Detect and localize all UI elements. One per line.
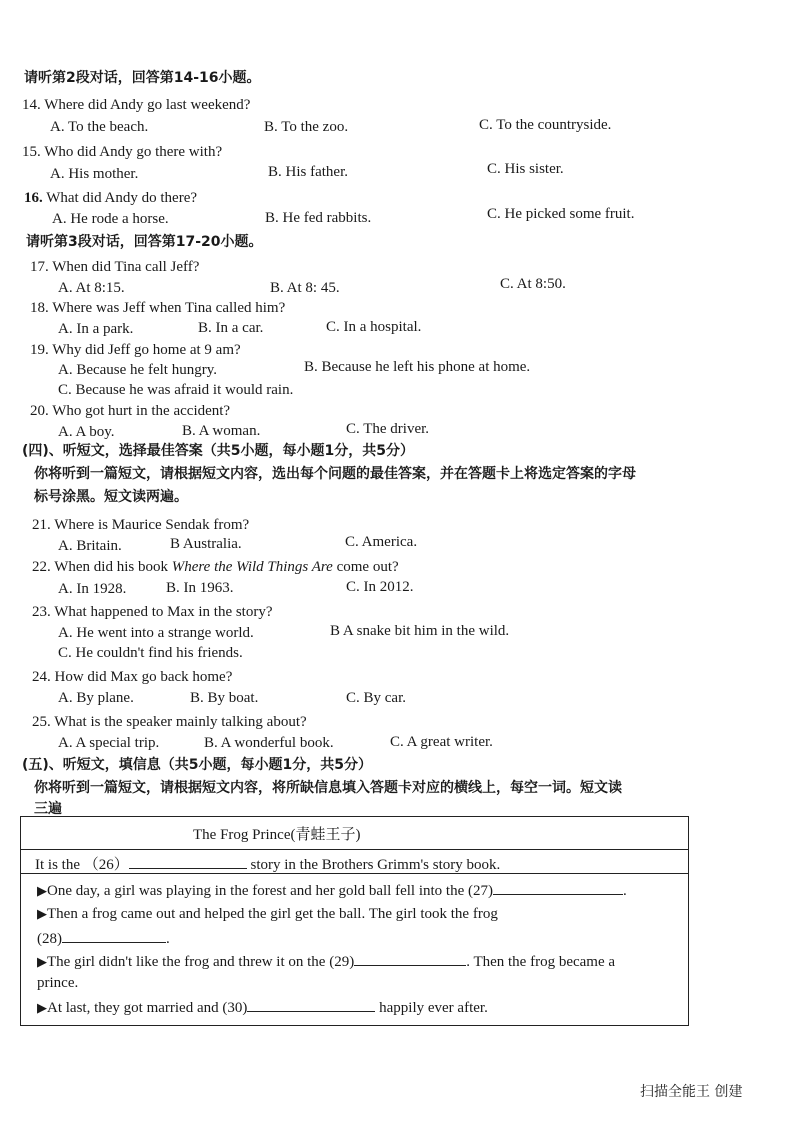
table-item-28	[37, 905, 498, 923]
option-21c: C. America.	[345, 534, 418, 550]
question-text-post: come out?	[332, 559, 399, 575]
question-number: 15.	[22, 144, 41, 160]
table-item-28-cont	[37, 928, 170, 948]
question-text-pre: When did his book	[54, 559, 172, 575]
bullet-icon: ▶	[37, 906, 47, 921]
option-24a: A. By plane.	[58, 690, 134, 706]
table-title: The Frog Prince(青蛙王子)	[193, 827, 361, 843]
bullet-icon: ▶	[37, 954, 47, 969]
option-18b: B. In a car.	[198, 320, 264, 336]
option-20b: B. A woman.	[182, 423, 261, 439]
table-row-26	[35, 854, 500, 874]
option-25b: B. A wonderful book.	[204, 735, 334, 751]
option-14c: C. To the countryside.	[479, 117, 612, 133]
option-23c: C. He couldn't find his friends.	[58, 645, 243, 661]
option-19a: A. Because he felt hungry.	[58, 362, 217, 378]
fill-in-table	[20, 816, 689, 1026]
question-25	[32, 713, 307, 731]
table-item-29-cont	[37, 974, 78, 992]
option-22c: C. In 2012.	[346, 579, 414, 595]
blank-28[interactable]	[62, 928, 166, 943]
question-number: 19.	[30, 342, 49, 358]
question-15	[22, 143, 222, 161]
blank-27[interactable]	[493, 880, 623, 895]
blank-29[interactable]	[354, 951, 466, 966]
section-heading-part3: 请听第3段对话，回答第17-20小题。	[26, 234, 263, 250]
option-21b: B Australia.	[170, 536, 242, 552]
blank-30[interactable]	[247, 997, 375, 1012]
blank-26[interactable]	[129, 854, 247, 869]
question-number: 21.	[32, 517, 51, 533]
question-19	[30, 341, 241, 359]
question-22	[32, 558, 399, 576]
option-25c: C. A great writer.	[390, 734, 493, 750]
option-20c: C. The driver.	[346, 421, 430, 437]
question-18	[30, 299, 285, 317]
question-number: 14.	[22, 97, 41, 113]
question-number: 24.	[32, 669, 51, 685]
option-24c: C. By car.	[346, 690, 406, 706]
question-number: 17.	[30, 259, 49, 275]
instruction-part5-line1: 你将听到一篇短文，请根据短文内容，将所缺信息填入答题卡对应的横线上，每空一词。短文读	[34, 780, 622, 796]
option-16a: A. He rode a horse.	[52, 211, 169, 227]
instruction-part4-line1: 你将听到一篇短文，请根据短文内容，选出每个问题的最佳答案，并在答题卡上将选定答案的字母	[34, 466, 636, 482]
item-text: prince.	[37, 975, 79, 991]
item-text-cont: . Then the frog became a	[466, 954, 616, 970]
item-text: Then a frog came out and helped the girl get the ball. The girl took the frog	[47, 906, 498, 922]
option-17c: C. At 8:50.	[500, 276, 566, 292]
option-14a: A. To the beach.	[50, 119, 149, 135]
question-text: Why did Jeff go home at 9 am?	[52, 342, 241, 358]
option-19b: B. Because he left his phone at home.	[304, 359, 531, 375]
book-title: Where the Wild Things Are	[171, 559, 333, 575]
question-text: What is the speaker mainly talking about?	[54, 714, 307, 730]
option-23b: B A snake bit him in the wild.	[330, 623, 510, 639]
item-text: One day, a girl was playing in the forest and her gold ball fell into the (27)	[47, 883, 493, 899]
option-17a: A. At 8:15.	[58, 280, 125, 296]
instruction-part4-line2: 标号涂黑。短文读两遍。	[34, 489, 188, 505]
option-19c: C. Because he was afraid it would rain.	[58, 382, 294, 398]
item-text-cont: happily ever after.	[379, 1000, 488, 1016]
table-item-27	[37, 880, 627, 900]
instruction-part5-line2: 三遍	[34, 801, 62, 817]
option-18a: A. In a park.	[58, 321, 134, 337]
section-heading-part4: (四)、听短文，选择最佳答案（共5小题，每小题1分，共5分）	[22, 443, 415, 459]
section-heading-part2: 请听第2段对话，回答第14-16小题。	[24, 70, 261, 86]
table-item-30	[37, 997, 488, 1017]
item-text: (28)	[37, 931, 62, 947]
item-end: .	[623, 883, 627, 899]
question-text: What happened to Max in the story?	[54, 604, 273, 620]
option-14b: B. To the zoo.	[264, 119, 349, 135]
row-text-pre: It is the （26）	[35, 857, 129, 873]
question-20	[30, 402, 230, 420]
scanner-watermark: 扫描全能王 创建	[640, 1084, 743, 1100]
option-15c: C. His sister.	[487, 161, 564, 177]
option-17b: B. At 8: 45.	[270, 280, 340, 296]
question-text: Where is Maurice Sendak from?	[54, 517, 250, 533]
item-text: At last, they got married and (30)	[47, 1000, 248, 1016]
question-text: Where was Jeff when Tina called him?	[52, 300, 286, 316]
item-text: The girl didn't like the frog and threw it on the (29)	[47, 954, 355, 970]
question-21	[32, 516, 249, 534]
option-25a: A. A special trip.	[58, 735, 160, 751]
question-14	[22, 96, 250, 114]
question-text: Who got hurt in the accident?	[52, 403, 231, 419]
question-text: What did Andy do there?	[46, 190, 198, 206]
item-end: .	[166, 931, 170, 947]
table-item-29	[37, 951, 615, 971]
section-heading-part5: (五)、听短文，填信息（共5小题，每小题1分，共5分）	[22, 757, 373, 773]
option-24b: B. By boat.	[190, 690, 259, 706]
option-18c: C. In a hospital.	[326, 319, 422, 335]
question-23	[32, 603, 273, 621]
option-20a: A. A boy.	[58, 424, 115, 440]
question-number: 22.	[32, 559, 51, 575]
option-22a: A. In 1928.	[58, 581, 127, 597]
option-22b: B. In 1963.	[166, 580, 234, 596]
row-text-post: story in the Brothers Grimm's story book.	[250, 857, 501, 873]
option-16b: B. He fed rabbits.	[265, 210, 372, 226]
option-21a: A. Britain.	[58, 538, 122, 554]
bullet-icon: ▶	[37, 883, 47, 898]
option-16c: C. He picked some fruit.	[487, 206, 635, 222]
question-24	[32, 668, 232, 686]
question-number: 16.	[24, 190, 43, 206]
question-text: When did Tina call Jeff?	[52, 259, 200, 275]
option-15a: A. His mother.	[50, 166, 139, 182]
question-number: 25.	[32, 714, 51, 730]
question-16	[24, 189, 197, 207]
option-15b: B. His father.	[268, 164, 348, 180]
question-number: 23.	[32, 604, 51, 620]
bullet-icon: ▶	[37, 1000, 47, 1015]
question-text: Where did Andy go last weekend?	[44, 97, 251, 113]
question-number: 20.	[30, 403, 49, 419]
option-23a: A. He went into a strange world.	[58, 625, 254, 641]
question-text: Who did Andy go there with?	[44, 144, 223, 160]
question-17	[30, 258, 199, 276]
question-number: 18.	[30, 300, 49, 316]
question-text: How did Max go back home?	[54, 669, 233, 685]
table-divider	[21, 849, 688, 850]
